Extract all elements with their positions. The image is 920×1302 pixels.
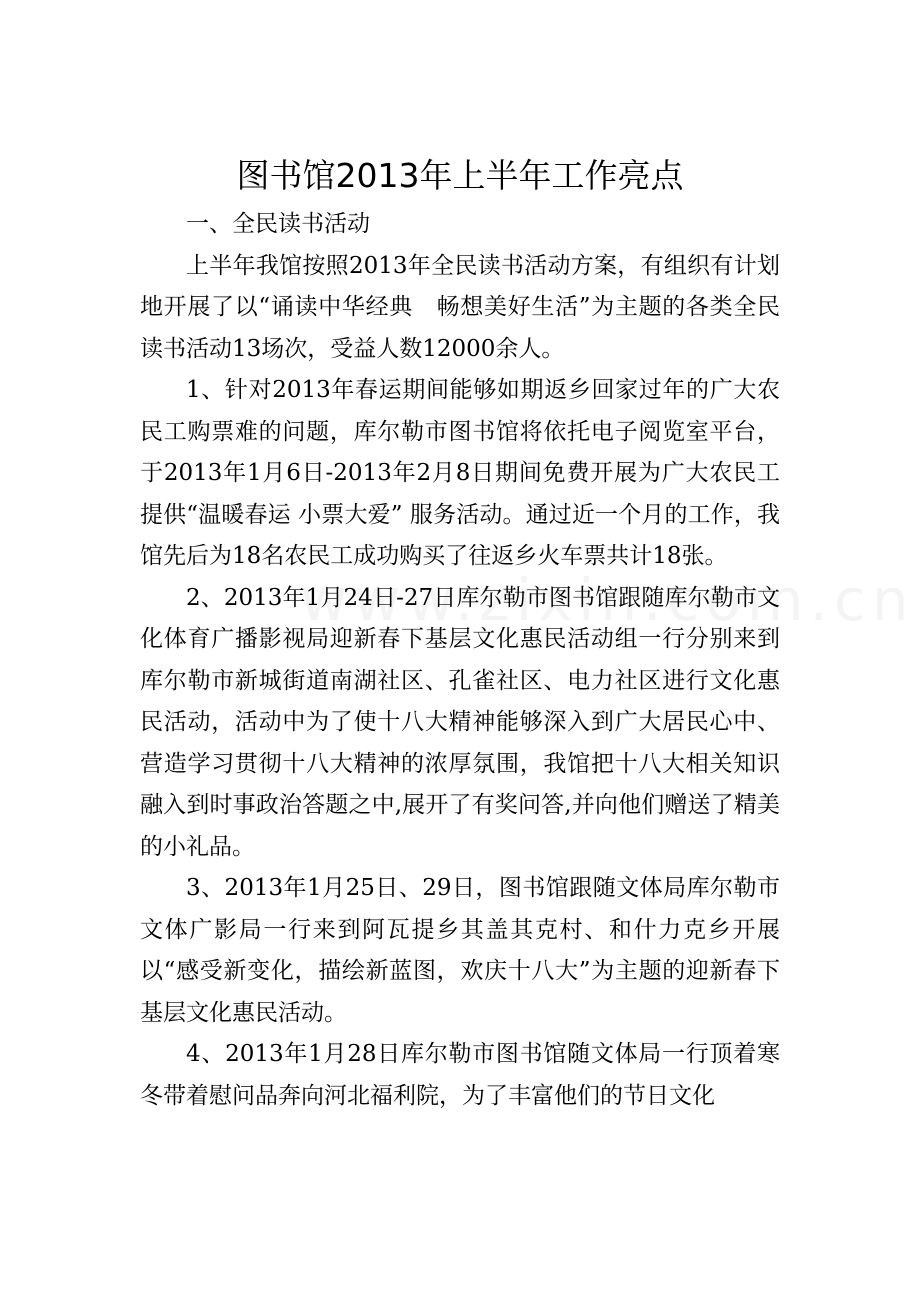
paragraph-intro: 上半年我馆按照2013年全民读书活动方案，有组织有计划地开展了以“诵读中华经典 畅想美好生活”为主题的各类全民读书活动13场次，受益人数12000余人。 (140, 252, 780, 362)
section-heading: 一、全民读书活动 (186, 211, 370, 237)
paragraph-item-3: 3、2013年1月25日、29日，图书馆跟随文体局库尔勒市文体广影局一行来到阿瓦提乡其盖其克村、和什力克乡开展以“感受新变化，描绘新蓝图，欢庆十八大”为主题的迎新春下基层文化惠民活动。 (140, 875, 780, 1026)
paragraph-item-2: 2、2013年1月24日-27日库尔勒市图书馆跟随库尔勒市文化体育广播影视局迎新春下基层文化惠民活动组一行分别来到库尔勒市新城街道南湖社区、孔雀社区、电力社区进行文化惠民活动，活动中为了使十八大精神能够深入到广大居民心中、营造学习贯彻十八大精神的浓厚氛围，我馆把十八大相关知识融入到时事政治答题之中,展开了有奖问答,并向他们赠送了精美的小礼品。 (140, 584, 780, 860)
document-body (140, 204, 780, 1117)
document-title: 图书馆2013年上半年工作亮点 (236, 156, 684, 195)
paragraph-item-4: 4、2013年1月28日库尔勒市图书馆随文体局一行顶着寒冬带着慰问品奔向河北福利院，为了丰富他们的节日文化 (140, 1041, 780, 1109)
paragraph-item-1: 1、针对2013年春运期间能够如期返乡回家过年的广大农民工购票难的问题，库尔勒市图书馆将依托电子阅览室平台，于2013年1月6日-2013年2月8日期间免费开展为广大农民工提供“温暖春运 小票大爱” 服务活动。通过近一个月的工作，我馆先后为18名农民工成功购买了往返乡火车票共计18张。 (140, 377, 780, 569)
